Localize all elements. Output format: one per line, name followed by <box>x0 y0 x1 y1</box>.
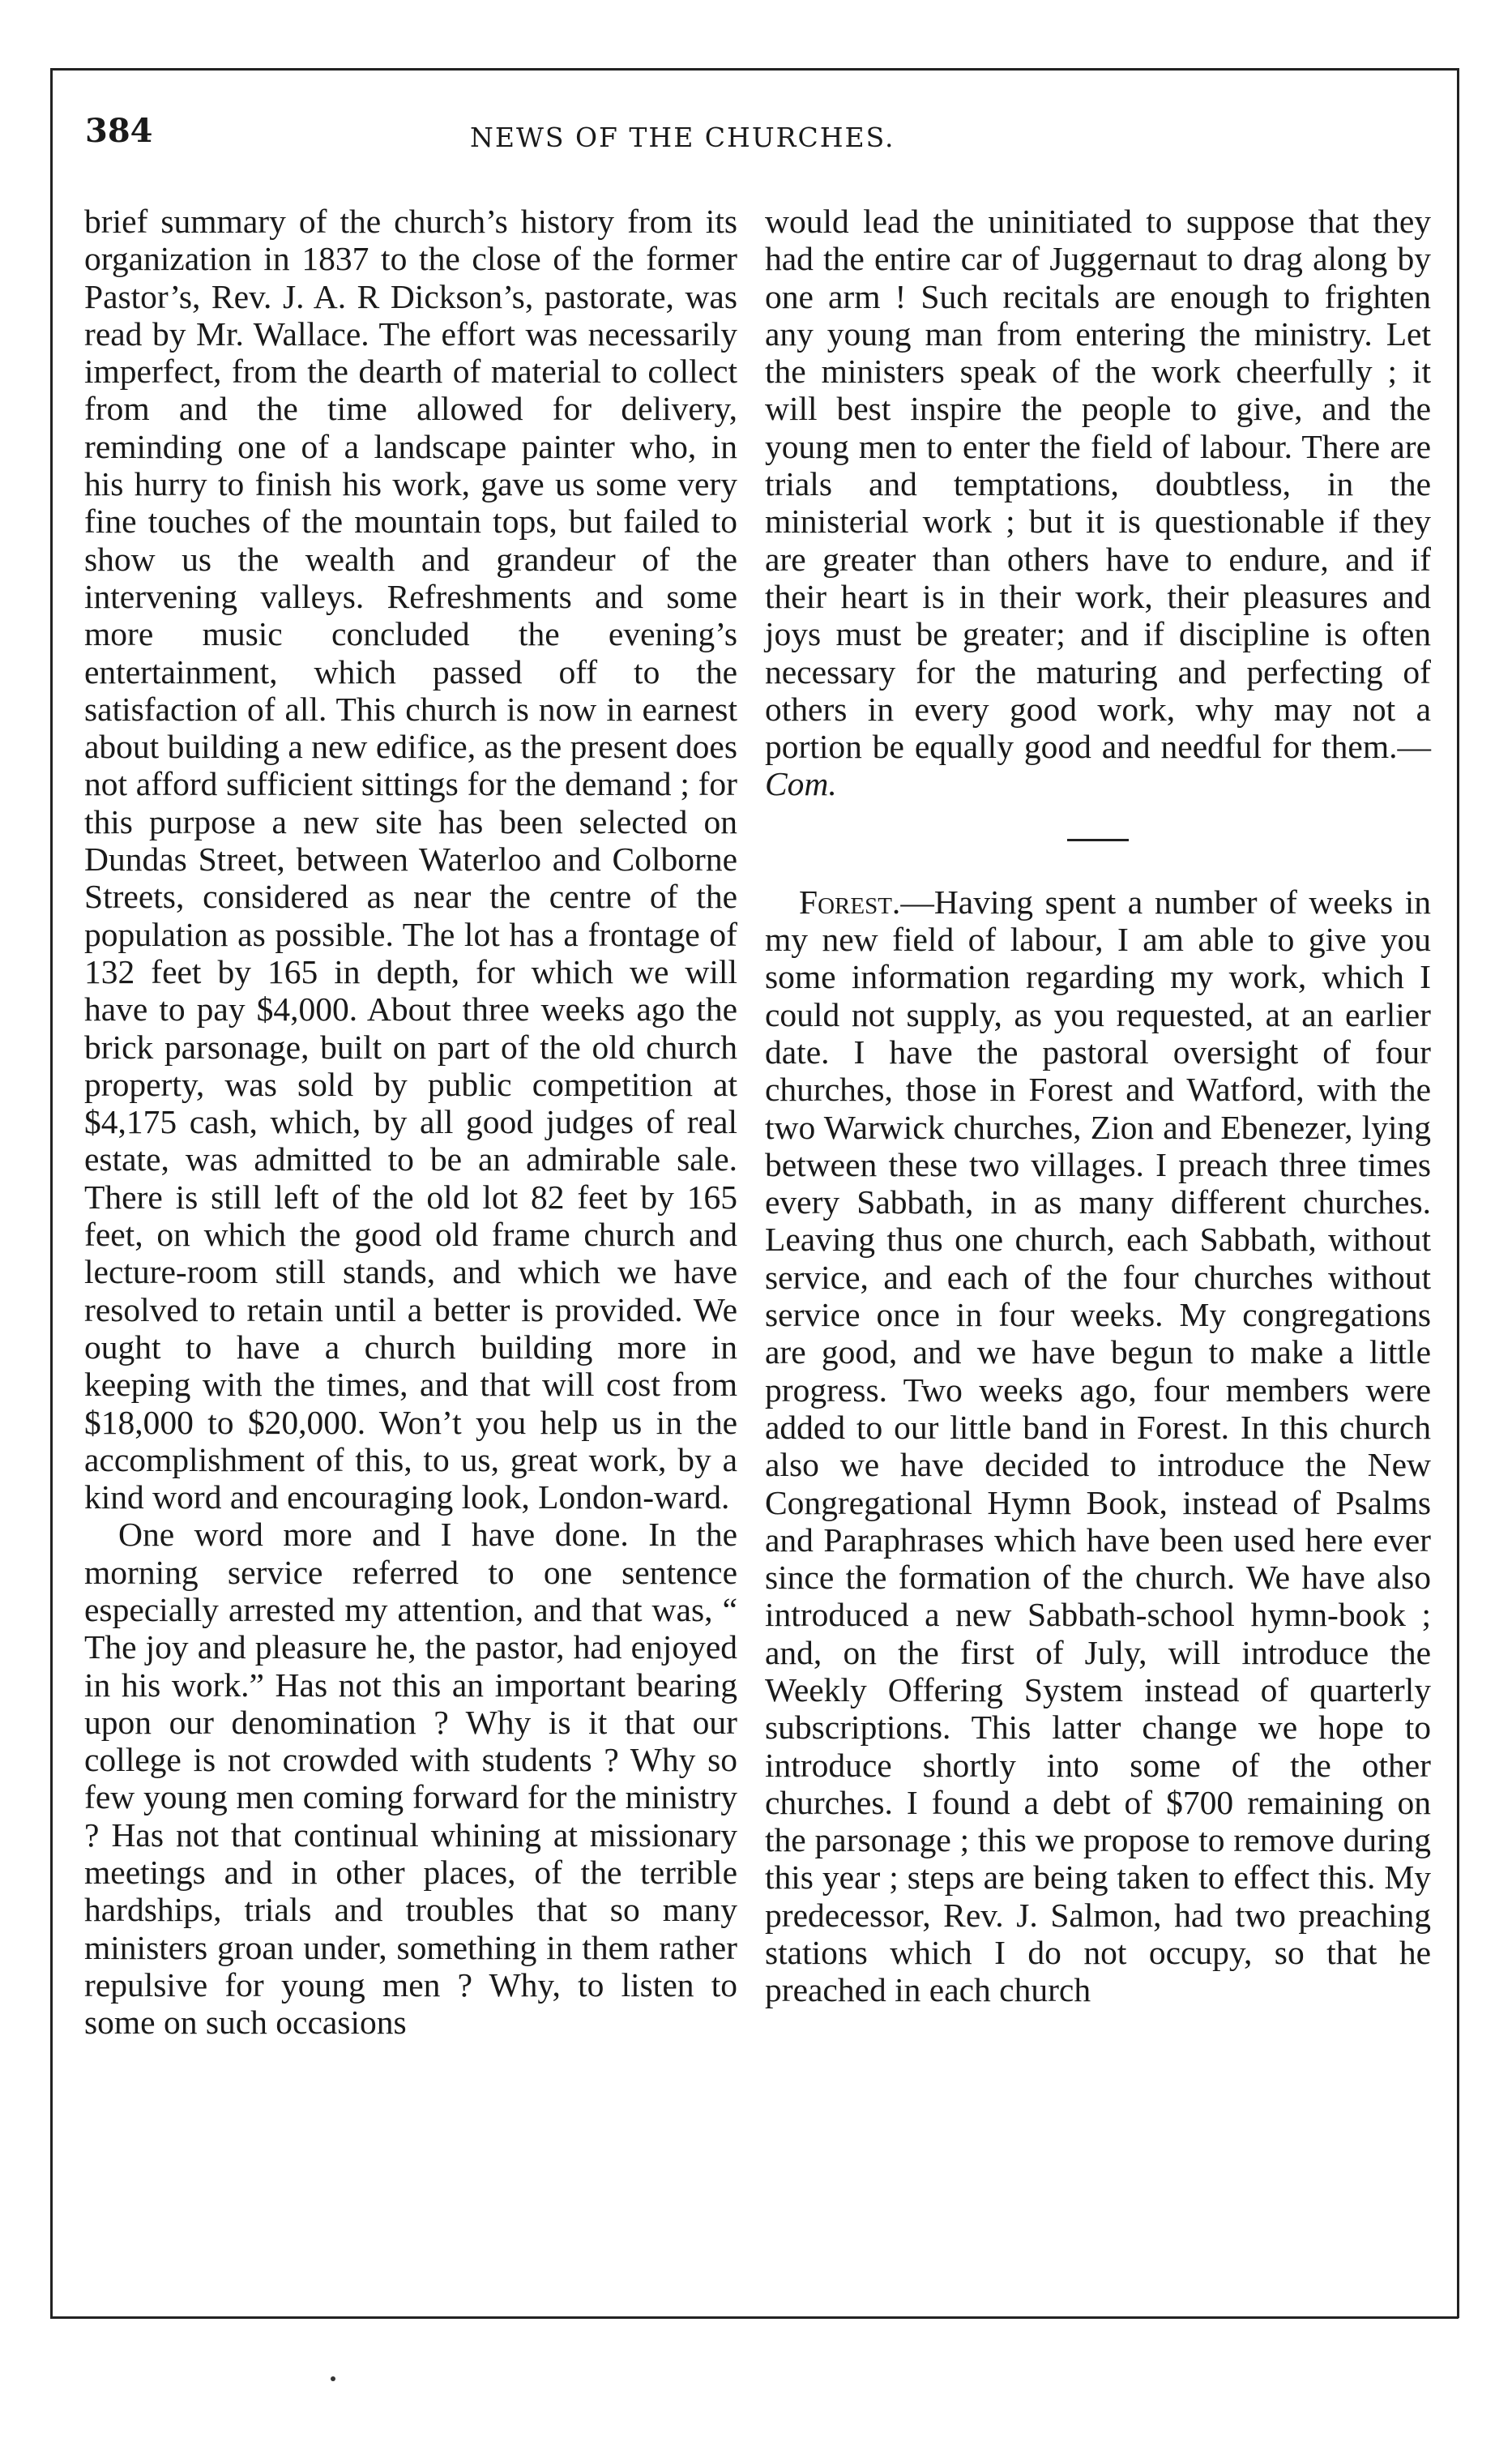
page-frame-right <box>1457 68 1459 2318</box>
section-divider <box>1067 839 1129 841</box>
right-paragraph-2 <box>765 883 1431 2009</box>
left-column <box>84 203 737 2042</box>
section-lead-word: Forest. <box>799 883 901 921</box>
right-paragraph-2-text: —Having spent a number of weeks in my new field of labour, I am able to give you some information regarding my work, which I could not supply, as you requested, at an earlier date. I have the pastoral oversight of four churches, those in Forest and Watford, with the two Warwick churches, Zion and Ebenezer, lying between these two villages. I preach three times every Sabbath, in as many different churches. Leaving thus one church, each Sabbath, without service, and each of the four churches without service once in four weeks. My congregations are good, and we have begun to make a little progress. Two weeks ago, four members were added to our little band in Forest. In this church also we have decided to introduce the New Congregational Hymn Book, instead of Psalms and Paraphrases which have been used here ever since the formation of the church. We have also introduced a new Sabbath-school hymn-book ; and, on the first of July, will introduce the Weekly Offering System instead of quarterly subscriptions. This latter change we hope to introduce shortly into some of the other churches. I found a debt of $700 remaining on the parsonage ; this we propose to remove during this year ; steps are being taken to effect this. My predecessor, Rev. J. Salmon, had two preaching stations which I do not occupy, so that he preached in each church <box>765 883 1431 2009</box>
left-paragraph-1: brief summary of the church’s history from its organization in 1837 to the close of the former Pastor’s, Rev. J. A. R Dickson’s, pastorate, was read by Mr. Wallace. The effort was necessarily imperfect, from the dearth of material to collect from and the time allowed for delivery, reminding one of a landscape painter who, in his hurry to finish his work, gave us some very fine touches of the mountain tops, but failed to show us the wealth and grandeur of the intervening valleys. Refreshments and some more music concluded the evening’s entertainment, which passed off to the satisfaction of all. This church is now in earnest about building a new edifice, as the present does not afford sufficient sittings for the demand ; for this purpose a new site has been selected on Dundas Street, between Waterloo and Colborne Streets, considered as near the centre of the population as possible. The lot has a frontage of 132 feet by 165 in depth, for which we will have to pay $4,000. About three weeks ago the brick parsonage, built on part of the old church property, was sold by public competition at $4,175 cash, which, by all good judges of real estate, was admitted to be an admirable sale. There is still left of the old lot 82 feet by 165 feet, on which the good old frame church and lecture-room still stands, and which we have resolved to retain until a better is provided. We ought to have a church building more in keeping with the times, and that will cost from $18,000 to $20,000. Won’t you help us in the accomplishment of this, to us, great work, by a kind word and encouraging look, London-ward. <box>84 203 737 1516</box>
page-frame-top <box>50 68 1459 71</box>
right-column <box>765 203 1431 2009</box>
signature: Com. <box>765 765 837 803</box>
running-title: NEWS OF THE CHURCHES. <box>470 122 895 153</box>
stray-mark <box>331 2376 335 2381</box>
left-paragraph-2: One word more and I have done. In the morning service referred to one sentence especially arrested my attention, and that was, “ The joy and pleasure he, the pastor, had enjoyed in his work.” Has not this an important bearing upon our denomination ? Why is it that our college is not crowded with students ? Why so few young men coming forward for the ministry ? Has not that continual whining at missionary meetings and in other places, of the terrible hardships, trials and troubles that so many ministers groan under, something in them rather repulsive for young men ? Why, to listen to some on such occasions <box>84 1516 737 2042</box>
page-number: 384 <box>85 112 153 150</box>
page-frame-left <box>50 68 53 2318</box>
page-frame-bottom <box>50 2316 1459 2319</box>
right-paragraph-1-text: would lead the uninitiated to suppose that they had the entire car of Juggernaut to drag along by one arm ! Such recitals are enough to frighten any young man from entering the ministry. Let the ministers speak of the work cheerfully ; it will best inspire the people to give, and the young men to enter the field of labour. There are trials and temptations, doubtless, in the ministerial work ; but it is questionable if they are greater than others have to endure, and if their heart is in their work, their pleasures and joys must be greater; and if discipline is often necessary for the maturing and perfecting of others in every good work, why may not a portion be equally good and needful for them.— <box>765 203 1431 766</box>
right-paragraph-1 <box>765 203 1431 803</box>
